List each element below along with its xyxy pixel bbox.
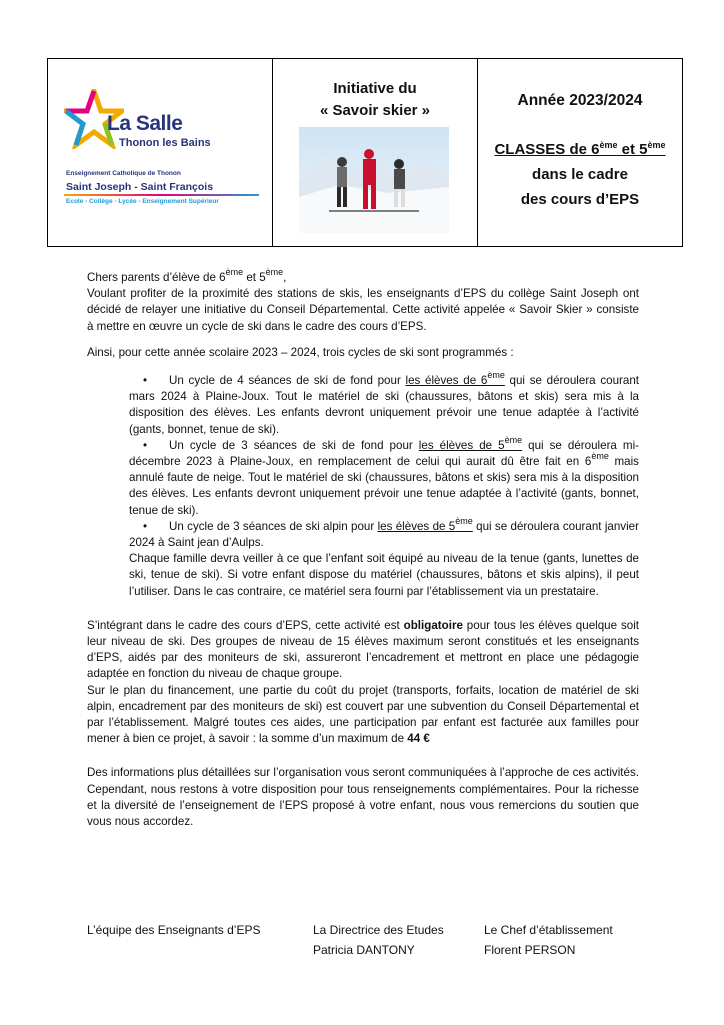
cycles-list [87,370,640,551]
initiative-title [273,78,477,122]
classes-info [478,137,682,212]
signature-teachers [87,920,260,940]
logo-divider [64,194,259,196]
year-cell [478,59,682,246]
signature-head-name: Florent PERSON [484,943,576,957]
logo-line3: Ecole - Collège - Lycée - Enseignement Supérieur [66,198,219,205]
list-item: • Un cycle de 4 séances de ski de fond pour les élèves de 6ème qui se déroulera courant mars 2024 à Plaine-Joux. Tout le matériel de ski (chaussures, bâtons et skis) sera mis à la disposition des élèves. Les enfants devront uniquement prévoir une tenue adaptée à l’activité (gants, bonnet, tenue de ski). [129,370,640,436]
logo-line2: Saint Joseph - Saint François [66,181,214,193]
logo-line1: Enseignement Catholique de Thonon [66,170,181,177]
signature-teachers-title: L’équipe des Enseignants d’EPS [87,923,261,937]
initiative-cell [273,59,478,246]
obligation-paragraph: S’intégrant dans le cadre des cours d’EPS, cette activité est obligatoire pour tous les élèves quelque soit leur niveau de ski. Des groupes de niveau de 15 élèves maximum seront constitués et les enseignants d’EPS, aidés par des moniteurs de ski, assureront l’encadrement et mettront en place une pédagogie adaptée en fonction du niveau de chaque groupe. [87,618,639,681]
logo-name: La Salle [107,112,183,135]
greeting: Chers parents d’élève de 6ème et 5ème, [87,267,287,284]
signature-director [313,920,444,960]
letter-body [87,267,640,830]
logo-city: Thonon les Bains [119,137,211,149]
initiative-line2: « Savoir skier » [319,102,431,119]
financing-paragraph: Sur le plan du financement, une partie du coût du projet (transports, forfaits, location de matériel de ski alpin, encadrement par des moniteurs de ski) est couvert par une subvention du Conseil Départemental et par l’établissement. Malgré toutes ces aides, une participation par enfant est facturée aux familles pour mener à bien ce projet, à savoir : la somme d’un maximum de 44 € [87,683,639,746]
school-logo [64,89,264,219]
list-item: • Un cycle de 3 séances de ski de fond pour les élèves de 5ème qui se déroulera mi-décembre 2023 à Plaine-Joux, en remplacement de celui qui aurait dû être fait en 6ème mais annulé faute de neige. Tout le matériel de ski (chaussures, bâtons et skis) sera mis à la disposition des élèves. Les enfants devront uniquement prévoir une tenue adaptée à l’activité (gants, bonnet, tenue de ski). [129,434,640,517]
header-table [47,58,683,247]
list-item: • Un cycle de 3 séances de ski alpin pour les élèves de 5ème qui se déroulera courant janvier 2024 à Saint jean d’Aulps. [129,515,639,550]
initiative-line1: Initiative du [333,80,417,97]
signature-director-name: Patricia DANTONY [313,943,415,957]
equipment-paragraph: Chaque famille devra veiller à ce que l’enfant soit équipé au niveau de la tenue (gants, lunettes de ski, tenue de ski). Si votre enfant dispose du matériel (chaussures, bâtons et skis alpins), il peut l’utiliser. Dans le cas contraire, ce matériel sera fourni par l’établissement via un prestataire. [129,552,639,598]
school-year: Année 2023/2024 [517,92,643,109]
signature-head [484,920,613,960]
intro-paragraph: Voulant profiter de la proximité des stations de skis, les enseignants d’EPS du collège Saint Joseph ont décidé de relayer une initiative du Conseil Départemental. Cette activité appelée « Savoir Skier » consiste à mettre en œuvre un cycle de ski dans le cadre des cours d’EPS. [87,287,639,333]
classes-heading: CLASSES de 6ème et 5ème [494,140,666,158]
ski-photo-image [299,127,449,233]
cycles-intro: Ainsi, pour cette année scolaire 2023 – 2024, trois cycles de ski sont programmés : [87,345,514,359]
context-line1: dans le cadre [532,166,628,183]
context-line2: des cours d’EPS [520,191,640,208]
signature-head-title: Le Chef d’établissement [484,923,613,937]
signature-director-title: La Directrice des Etudes [313,923,444,937]
logo-cell [48,59,273,246]
closing-paragraph: Des informations plus détaillées sur l’organisation vous seront communiquées à l’approche de ces activités. Cependant, nous restons à votre disposition pour tous renseignements complémentaires. Pour la richesse et la diversité de l’enseignement de l’EPS proposé à votre enfant, nous vous remercions du soutien que vous nous accordez. [87,766,639,829]
